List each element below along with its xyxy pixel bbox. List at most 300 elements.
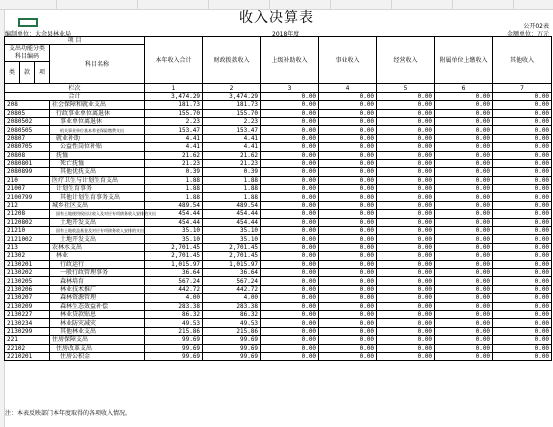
row-value[interactable]: 0.00	[319, 159, 377, 167]
row-name[interactable]: 行政事业单位离退休	[50, 109, 145, 117]
row-value[interactable]: 0.00	[493, 159, 552, 167]
header-sec[interactable]: 款	[20, 62, 35, 84]
row-value[interactable]: 99.69	[203, 352, 261, 360]
header-col-1[interactable]: 本年收入合计	[145, 37, 203, 84]
row-value[interactable]: 0.00	[261, 101, 319, 109]
row-value[interactable]: 0.00	[493, 277, 552, 285]
row-name[interactable]: 住房保障支出	[50, 336, 145, 344]
row-value[interactable]: 0.00	[435, 352, 493, 360]
col-number[interactable]: 3	[261, 84, 319, 92]
row-value[interactable]: 454.44	[145, 218, 203, 226]
row-value[interactable]: 0.00	[493, 235, 552, 243]
row-code[interactable]: 20807	[5, 134, 50, 142]
row-value[interactable]: 0.00	[493, 310, 552, 318]
row-value[interactable]: 4.41	[203, 143, 261, 151]
row-value[interactable]: 0.00	[435, 201, 493, 209]
row-value[interactable]: 0.00	[493, 268, 552, 276]
header-columns-label[interactable]: 栏次	[5, 84, 145, 92]
row-name[interactable]: 行政运行	[50, 260, 145, 268]
row-value[interactable]: 0.00	[319, 210, 377, 218]
row-name[interactable]: 林业贷款贴息	[50, 310, 145, 318]
row-value[interactable]: 567.24	[145, 277, 203, 285]
row-value[interactable]: 0.00	[493, 176, 552, 184]
row-value[interactable]: 0.00	[319, 285, 377, 293]
total-cell[interactable]: 3,474.29	[145, 92, 203, 100]
row-value[interactable]: 454.44	[203, 210, 261, 218]
row-value[interactable]: 0.00	[319, 185, 377, 193]
row-name[interactable]: 医疗卫生与计划生育支出	[50, 176, 145, 184]
row-value[interactable]: 0.00	[377, 201, 435, 209]
row-value[interactable]: 1.88	[203, 193, 261, 201]
col-number[interactable]: 7	[493, 84, 552, 92]
row-value[interactable]: 0.00	[261, 143, 319, 151]
row-value[interactable]: 0.00	[377, 159, 435, 167]
row-value[interactable]: 21.23	[203, 159, 261, 167]
row-value[interactable]: 35.10	[203, 227, 261, 235]
row-value[interactable]: 35.10	[203, 235, 261, 243]
row-value[interactable]: 4.41	[203, 134, 261, 142]
row-name[interactable]: 就业补助	[50, 134, 145, 142]
row-value[interactable]: 283.38	[203, 302, 261, 310]
row-value[interactable]: 2,701.45	[203, 252, 261, 260]
row-code[interactable]: 2130207	[5, 294, 50, 302]
header-code-group[interactable]: 支出功能分类科目编码	[5, 45, 50, 62]
row-code[interactable]: 2080705	[5, 143, 50, 151]
row-value[interactable]: 0.00	[319, 101, 377, 109]
col-number[interactable]: 5	[377, 84, 435, 92]
row-code[interactable]: 20805	[5, 109, 50, 117]
row-value[interactable]: 0.00	[493, 168, 552, 176]
row-value[interactable]: 2.23	[203, 117, 261, 125]
row-value[interactable]: 0.00	[435, 336, 493, 344]
row-value[interactable]: 0.00	[319, 336, 377, 344]
row-value[interactable]: 489.54	[203, 201, 261, 209]
row-value[interactable]: 0.00	[435, 185, 493, 193]
row-value[interactable]: 4.00	[203, 294, 261, 302]
row-value[interactable]: 0.00	[435, 126, 493, 134]
row-value[interactable]: 0.00	[493, 117, 552, 125]
row-name[interactable]: 其他林业支出	[50, 327, 145, 335]
row-value[interactable]: 0.00	[261, 252, 319, 260]
row-code[interactable]: 210	[5, 176, 50, 184]
row-value[interactable]: 442.72	[145, 285, 203, 293]
row-value[interactable]: 2,701.45	[145, 243, 203, 251]
row-value[interactable]: 0.00	[435, 101, 493, 109]
row-value[interactable]: 0.00	[377, 302, 435, 310]
row-value[interactable]: 0.00	[261, 277, 319, 285]
row-value[interactable]: 0.00	[261, 193, 319, 201]
row-value[interactable]: 0.00	[435, 151, 493, 159]
row-value[interactable]: 0.00	[377, 101, 435, 109]
header-col-5[interactable]: 经营收入	[377, 37, 435, 84]
row-value[interactable]: 0.00	[377, 277, 435, 285]
row-value[interactable]: 0.00	[377, 176, 435, 184]
row-code[interactable]: 20808	[5, 151, 50, 159]
row-value[interactable]: 0.00	[377, 185, 435, 193]
row-name[interactable]: 计划生育事务	[50, 185, 145, 193]
total-label[interactable]: 合计	[5, 92, 145, 100]
row-value[interactable]: 49.53	[145, 319, 203, 327]
row-value[interactable]: 0.00	[377, 109, 435, 117]
row-value[interactable]: 0.00	[261, 352, 319, 360]
total-cell[interactable]: 0.00	[435, 92, 493, 100]
row-value[interactable]: 0.00	[493, 285, 552, 293]
row-code[interactable]: 2130234	[5, 319, 50, 327]
row-value[interactable]: 0.00	[319, 352, 377, 360]
header-col-4[interactable]: 事业收入	[319, 37, 377, 84]
row-value[interactable]: 0.00	[435, 327, 493, 335]
row-name[interactable]: 林业防灾减灾	[50, 319, 145, 327]
total-cell[interactable]: 0.00	[377, 92, 435, 100]
row-value[interactable]: 0.00	[435, 302, 493, 310]
row-value[interactable]: 21.23	[145, 159, 203, 167]
row-value[interactable]: 0.00	[261, 327, 319, 335]
row-code[interactable]: 21210	[5, 227, 50, 235]
row-value[interactable]: 0.00	[435, 252, 493, 260]
row-code[interactable]: 2210201	[5, 352, 50, 360]
row-value[interactable]: 0.00	[377, 352, 435, 360]
row-value[interactable]: 0.00	[377, 243, 435, 251]
row-name[interactable]: 森林培育	[50, 277, 145, 285]
row-code[interactable]: 21007	[5, 185, 50, 193]
row-value[interactable]: 0.00	[435, 210, 493, 218]
row-value[interactable]: 0.00	[493, 294, 552, 302]
row-value[interactable]: 2,701.45	[203, 243, 261, 251]
row-value[interactable]: 0.00	[261, 151, 319, 159]
row-name[interactable]: 林业技术推广	[50, 285, 145, 293]
row-value[interactable]: 0.00	[319, 143, 377, 151]
row-value[interactable]: 99.69	[145, 336, 203, 344]
row-name[interactable]: 城乡社区支出	[50, 201, 145, 209]
row-value[interactable]: 86.32	[145, 310, 203, 318]
row-value[interactable]: 4.41	[145, 134, 203, 142]
row-name[interactable]: 抚恤	[50, 151, 145, 159]
row-value[interactable]: 0.00	[435, 285, 493, 293]
row-value[interactable]: 0.00	[319, 319, 377, 327]
row-value[interactable]: 0.00	[261, 310, 319, 318]
row-code[interactable]: 2130206	[5, 285, 50, 293]
row-value[interactable]: 155.70	[203, 109, 261, 117]
row-value[interactable]: 21.62	[203, 151, 261, 159]
row-value[interactable]: 0.00	[377, 126, 435, 134]
row-value[interactable]: 0.00	[435, 143, 493, 151]
row-value[interactable]: 0.00	[435, 277, 493, 285]
header-project[interactable]: 项 目	[5, 37, 145, 45]
row-value[interactable]: 0.00	[377, 235, 435, 243]
row-value[interactable]: 36.64	[203, 268, 261, 276]
row-value[interactable]: 49.53	[203, 319, 261, 327]
row-value[interactable]: 35.10	[145, 235, 203, 243]
row-name[interactable]: 森林资源管理	[50, 294, 145, 302]
row-code[interactable]: 21302	[5, 252, 50, 260]
header-col-3[interactable]: 上级补助收入	[261, 37, 319, 84]
row-value[interactable]: 99.69	[203, 344, 261, 352]
row-value[interactable]: 0.00	[435, 235, 493, 243]
row-value[interactable]: 0.00	[319, 126, 377, 134]
total-cell[interactable]: 3,474.29	[203, 92, 261, 100]
row-value[interactable]: 0.00	[377, 252, 435, 260]
row-name[interactable]: 住房公积金	[50, 352, 145, 360]
row-value[interactable]: 0.00	[377, 227, 435, 235]
row-value[interactable]: 0.00	[435, 117, 493, 125]
row-name[interactable]: 事业单位离退休	[50, 117, 145, 125]
row-value[interactable]: 442.72	[203, 285, 261, 293]
row-value[interactable]: 0.00	[493, 185, 552, 193]
row-value[interactable]: 0.00	[261, 201, 319, 209]
row-value[interactable]: 0.00	[377, 218, 435, 226]
row-value[interactable]: 0.00	[377, 168, 435, 176]
row-value[interactable]: 0.00	[377, 193, 435, 201]
row-name[interactable]: 土地开发支出	[50, 218, 145, 226]
row-value[interactable]: 0.00	[493, 302, 552, 310]
row-value[interactable]: 0.00	[377, 210, 435, 218]
row-value[interactable]: 0.00	[261, 159, 319, 167]
row-value[interactable]: 99.69	[145, 344, 203, 352]
row-value[interactable]: 35.10	[145, 227, 203, 235]
row-value[interactable]: 0.00	[261, 294, 319, 302]
row-value[interactable]: 4.41	[145, 143, 203, 151]
row-name[interactable]: 国有土地使用权出让收入及对应专项债务收入安排的支出	[50, 210, 145, 218]
row-value[interactable]: 99.69	[145, 352, 203, 360]
row-value[interactable]: 0.00	[377, 344, 435, 352]
row-value[interactable]: 454.44	[145, 210, 203, 218]
col-number[interactable]: 4	[319, 84, 377, 92]
row-value[interactable]: 283.38	[145, 302, 203, 310]
row-value[interactable]: 0.00	[435, 294, 493, 302]
row-value[interactable]: 0.00	[493, 143, 552, 151]
row-value[interactable]: 0.00	[319, 327, 377, 335]
row-value[interactable]: 1.88	[145, 193, 203, 201]
header-col-7[interactable]: 其他收入	[493, 37, 552, 84]
row-code[interactable]: 2080505	[5, 126, 50, 134]
row-code[interactable]: 2121002	[5, 235, 50, 243]
row-name[interactable]: 住房改革支出	[50, 344, 145, 352]
row-value[interactable]: 0.00	[319, 201, 377, 209]
header-col-2[interactable]: 财政拨款收入	[203, 37, 261, 84]
row-value[interactable]: 0.00	[435, 218, 493, 226]
header-name[interactable]: 科目名称	[50, 45, 145, 84]
row-name[interactable]: 公益性岗位补贴	[50, 143, 145, 151]
row-value[interactable]: 1.88	[145, 185, 203, 193]
row-code[interactable]: 2130205	[5, 277, 50, 285]
row-value[interactable]: 0.00	[377, 268, 435, 276]
row-value[interactable]: 0.00	[377, 336, 435, 344]
row-value[interactable]: 0.00	[261, 268, 319, 276]
row-value[interactable]: 454.44	[203, 218, 261, 226]
row-value[interactable]: 0.00	[377, 310, 435, 318]
row-value[interactable]: 0.00	[319, 294, 377, 302]
row-value[interactable]: 2,701.45	[145, 252, 203, 260]
row-value[interactable]: 0.00	[493, 101, 552, 109]
row-code[interactable]: 2100799	[5, 193, 50, 201]
col-number[interactable]: 6	[435, 84, 493, 92]
row-value[interactable]: 0.00	[493, 327, 552, 335]
row-value[interactable]: 0.00	[435, 168, 493, 176]
row-name[interactable]: 其他优抚支出	[50, 168, 145, 176]
row-name[interactable]: 社会保障和就业支出	[50, 101, 145, 109]
row-value[interactable]: 0.00	[435, 268, 493, 276]
row-value[interactable]: 153.47	[203, 126, 261, 134]
row-value[interactable]: 0.00	[319, 260, 377, 268]
row-name[interactable]: 土地开发支出	[50, 235, 145, 243]
row-value[interactable]: 0.00	[319, 235, 377, 243]
row-value[interactable]: 0.00	[261, 126, 319, 134]
row-code[interactable]: 22102	[5, 344, 50, 352]
row-value[interactable]: 0.00	[435, 344, 493, 352]
row-value[interactable]: 0.39	[145, 168, 203, 176]
row-value[interactable]: 0.00	[435, 176, 493, 184]
header-cat[interactable]: 类	[5, 62, 20, 84]
row-code[interactable]: 213	[5, 243, 50, 251]
row-value[interactable]: 0.00	[377, 260, 435, 268]
row-value[interactable]: 567.24	[203, 277, 261, 285]
row-value[interactable]: 0.00	[493, 260, 552, 268]
row-value[interactable]: 215.86	[203, 327, 261, 335]
row-value[interactable]: 0.00	[377, 134, 435, 142]
row-value[interactable]: 153.47	[145, 126, 203, 134]
row-value[interactable]: 2.23	[145, 117, 203, 125]
row-value[interactable]: 0.00	[319, 168, 377, 176]
total-cell[interactable]: 0.00	[493, 92, 552, 100]
row-name[interactable]: 其他计划生育事务支出	[50, 193, 145, 201]
row-value[interactable]: 0.00	[435, 109, 493, 117]
row-value[interactable]: 0.00	[319, 252, 377, 260]
row-code[interactable]: 2120802	[5, 218, 50, 226]
row-value[interactable]: 1.88	[145, 176, 203, 184]
row-value[interactable]: 0.00	[319, 277, 377, 285]
row-value[interactable]: 0.00	[319, 176, 377, 184]
row-code[interactable]: 2130202	[5, 268, 50, 276]
row-value[interactable]: 0.00	[261, 134, 319, 142]
row-value[interactable]: 0.00	[493, 193, 552, 201]
row-value[interactable]: 0.00	[493, 151, 552, 159]
row-value[interactable]: 0.00	[493, 218, 552, 226]
row-value[interactable]: 0.00	[377, 143, 435, 151]
row-value[interactable]: 0.00	[261, 218, 319, 226]
row-value[interactable]: 181.73	[145, 101, 203, 109]
row-value[interactable]: 0.00	[319, 227, 377, 235]
row-value[interactable]: 0.00	[261, 302, 319, 310]
row-value[interactable]: 0.00	[377, 151, 435, 159]
row-value[interactable]: 0.00	[435, 243, 493, 251]
row-code[interactable]: 2080502	[5, 117, 50, 125]
row-value[interactable]: 0.00	[261, 243, 319, 251]
row-value[interactable]: 0.00	[435, 159, 493, 167]
row-value[interactable]: 0.00	[377, 319, 435, 327]
row-value[interactable]: 0.00	[435, 310, 493, 318]
row-value[interactable]: 36.64	[145, 268, 203, 276]
row-value[interactable]: 0.00	[261, 176, 319, 184]
row-value[interactable]: 0.00	[261, 336, 319, 344]
row-value[interactable]: 0.00	[493, 336, 552, 344]
row-code[interactable]: 221	[5, 336, 50, 344]
selected-cell[interactable]	[18, 18, 38, 27]
row-name[interactable]: 林业	[50, 252, 145, 260]
row-value[interactable]: 0.00	[493, 252, 552, 260]
col-number[interactable]: 1	[145, 84, 203, 92]
row-value[interactable]: 0.00	[435, 319, 493, 327]
row-value[interactable]: 0.00	[319, 134, 377, 142]
row-value[interactable]: 0.00	[261, 210, 319, 218]
row-name[interactable]: 森林生态效益补偿	[50, 302, 145, 310]
row-value[interactable]: 0.00	[493, 109, 552, 117]
row-name[interactable]: 死亡抚恤	[50, 159, 145, 167]
row-value[interactable]: 4.00	[145, 294, 203, 302]
row-value[interactable]: 0.00	[261, 109, 319, 117]
row-value[interactable]: 0.00	[261, 319, 319, 327]
row-value[interactable]: 0.00	[377, 327, 435, 335]
row-value[interactable]: 0.00	[319, 151, 377, 159]
total-cell[interactable]: 0.00	[261, 92, 319, 100]
row-value[interactable]: 0.00	[319, 268, 377, 276]
row-value[interactable]: 0.39	[203, 168, 261, 176]
row-value[interactable]: 0.00	[319, 193, 377, 201]
row-name[interactable]: 机关事业单位基本养老保险缴费支出	[50, 126, 145, 134]
row-value[interactable]: 21.62	[145, 151, 203, 159]
row-value[interactable]: 181.73	[203, 101, 261, 109]
row-value[interactable]: 0.00	[261, 185, 319, 193]
header-item[interactable]: 项	[35, 62, 50, 84]
row-value[interactable]: 0.00	[493, 227, 552, 235]
row-value[interactable]: 0.00	[493, 210, 552, 218]
row-code[interactable]: 2130227	[5, 310, 50, 318]
row-code[interactable]: 212	[5, 201, 50, 209]
total-cell[interactable]: 0.00	[319, 92, 377, 100]
row-value[interactable]: 0.00	[493, 344, 552, 352]
row-code[interactable]: 2130299	[5, 327, 50, 335]
row-value[interactable]: 0.00	[261, 344, 319, 352]
row-value[interactable]: 86.32	[203, 310, 261, 318]
row-value[interactable]: 0.00	[493, 352, 552, 360]
row-value[interactable]: 0.00	[377, 294, 435, 302]
row-value[interactable]: 99.69	[203, 336, 261, 344]
row-value[interactable]: 0.00	[493, 134, 552, 142]
row-value[interactable]: 0.00	[319, 310, 377, 318]
row-name[interactable]: 一般行政管理事务	[50, 268, 145, 276]
row-value[interactable]: 0.00	[435, 134, 493, 142]
row-value[interactable]: 489.54	[145, 201, 203, 209]
row-value[interactable]: 0.00	[319, 218, 377, 226]
row-value[interactable]: 0.00	[435, 227, 493, 235]
row-value[interactable]: 215.86	[145, 327, 203, 335]
row-value[interactable]: 0.00	[493, 243, 552, 251]
row-value[interactable]: 0.00	[319, 344, 377, 352]
row-value[interactable]: 0.00	[319, 117, 377, 125]
row-value[interactable]: 0.00	[319, 302, 377, 310]
row-value[interactable]: 0.00	[261, 117, 319, 125]
row-value[interactable]: 0.00	[377, 285, 435, 293]
row-value[interactable]: 1,015.97	[203, 260, 261, 268]
row-code[interactable]: 21208	[5, 210, 50, 218]
row-name[interactable]: 国有土地收益基金及对应专项债务收入安排的支出	[50, 227, 145, 235]
row-value[interactable]: 0.00	[493, 126, 552, 134]
row-value[interactable]: 0.00	[261, 168, 319, 176]
row-value[interactable]: 0.00	[435, 260, 493, 268]
row-code[interactable]: 2130209	[5, 302, 50, 310]
row-name[interactable]: 农林水支出	[50, 243, 145, 251]
row-code[interactable]: 2080801	[5, 159, 50, 167]
row-value[interactable]: 0.00	[377, 117, 435, 125]
row-code[interactable]: 2130201	[5, 260, 50, 268]
row-value[interactable]: 1,015.97	[145, 260, 203, 268]
row-value[interactable]: 0.00	[435, 193, 493, 201]
row-value[interactable]: 0.00	[319, 243, 377, 251]
row-value[interactable]: 0.00	[261, 260, 319, 268]
row-value[interactable]: 155.70	[145, 109, 203, 117]
col-number[interactable]: 2	[203, 84, 261, 92]
row-code[interactable]: 2080899	[5, 168, 50, 176]
row-value[interactable]: 0.00	[261, 227, 319, 235]
